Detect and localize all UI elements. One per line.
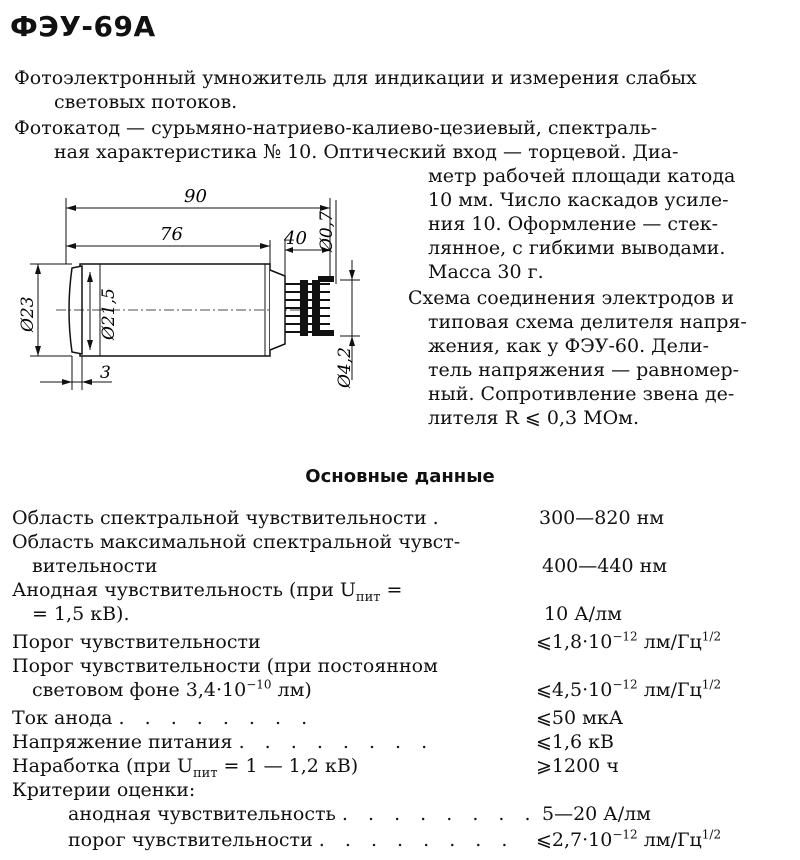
scheme-line: жения, как у ФЭУ-60. Дели- [428,335,710,357]
tube-drawing [0,180,405,395]
scheme-line: ный. Сопротивление звена де- [428,383,735,405]
spec-label-text: Ток анода [12,707,113,729]
spec-label [68,802,538,826]
spec-label [68,828,514,852]
spec-label [32,678,312,702]
spec-value: 5—20 А/лм [542,803,651,825]
page-title: ФЭУ-69А [10,10,156,43]
dimension-d42: Ø4,2 [335,347,355,388]
leader-dots: . . . . . . . . [318,829,515,851]
description-line: Фотокатод — сурьмяно-натриево-калиево-цезиевый, спектраль- [14,117,658,139]
description-line: метр рабочей площади катода [428,165,736,187]
dimension-3: 3 [100,363,111,383]
dimension-d215: Ø21,5 [99,288,119,340]
spec-label-text: порог чувствительности [68,829,313,851]
description-line: ная характеристика № 10. Оптический вход — торцевой. Диа- [54,141,679,163]
spec-label [12,730,434,754]
spec-value [536,678,721,702]
spec-exponent: −12 [612,827,638,842]
dimension-40: 40 [284,228,307,249]
spec-value [536,828,721,852]
spec-exponent: −12 [612,677,638,692]
spec-exponent: 1/2 [701,629,722,644]
description-continuation [428,164,792,284]
spec-value: ⩾1200 ч [536,755,619,777]
description-line: 10 мм. Число каскадов усиле- [428,189,729,211]
description-line: лянное, с гибкими выводами. [428,237,726,259]
description-paragraph [14,116,790,164]
spec-value: 10 А/лм [544,603,622,625]
spec-label: Область спектральной чувствительности . [12,507,439,529]
dimension-90: 90 [184,186,207,207]
spec-unit: лм/Гц [637,679,702,701]
spec-subscript: пит [355,589,381,605]
spec-exponent: 1/2 [701,677,722,692]
leader-dots: . . . . . . . . [118,707,315,729]
dimension-76: 76 [160,224,183,245]
scheme-line: типовая схема делителя напря- [428,311,747,333]
spec-unit: лм/Гц [637,631,702,653]
spec-label: Порог чувствительности (при постоянном [12,655,438,677]
tube-base [270,270,285,350]
spec-unit: лм/Гц [637,829,702,851]
spec-label-text: Анодная чувствительность (при U [12,579,356,601]
leader-dots: . . . . . . . . [341,803,538,825]
spec-exponent: −10 [246,677,272,692]
spec-value-text: ⩽2,7·10 [536,829,613,851]
spec-label [12,706,314,730]
scheme-line: Схема соединения электродов и [408,287,735,309]
spec-label: Критерии оценки: [12,779,196,801]
spec-label-text: лм) [271,679,312,701]
spec-exponent: −12 [612,629,638,644]
dimension-d23: Ø23 [18,296,38,332]
intro-paragraph [14,66,790,114]
spec-value: ⩽1,6 кВ [536,731,615,753]
description-line: Масса 30 г. [428,261,544,283]
spec-value: 400—440 нм [542,555,668,577]
scheme-line: лителя R ⩽ 0,3 МОм. [428,407,639,429]
spec-exponent: 1/2 [701,827,722,842]
intro-line: световых потоков. [54,91,238,113]
spec-label: Порог чувствительности [12,631,261,653]
spec-label-text: Наработка (при U [12,755,193,777]
spec-label-text: анодная чувствительность [68,803,336,825]
spec-label-text: = 1 — 1,2 кВ) [217,755,359,777]
spec-value: ⩽50 мкА [536,707,624,729]
scheme-paragraph [408,286,792,430]
leader-dots: . . . . . . . . [238,731,435,753]
scheme-line: тель напряжения — равномер- [428,359,740,381]
spec-value: 300—820 нм [539,507,665,529]
spec-value-text: ⩽4,5·10 [536,679,613,701]
spec-label: Область максимальной спектральной чувст- [12,531,461,553]
spec-label-text: = [380,579,403,601]
intro-line: Фотоэлектронный умножитель для индикации и измерения слабых [14,67,697,89]
spec-subscript: пит [192,765,218,781]
spec-label-text: световом фоне 3,4·10 [32,679,247,701]
description-line: ния 10. Оформление — стек- [428,213,719,235]
spec-value-text: ⩽1,8·10 [536,631,613,653]
spec-label: = 1,5 кВ). [32,603,130,625]
dimension-d07: Ø0,7 [317,211,337,252]
spec-label: вительности [32,555,158,577]
spec-value [536,630,721,654]
section-heading: Основные данные [305,466,495,487]
spec-label-text: Напряжение питания [12,731,233,753]
